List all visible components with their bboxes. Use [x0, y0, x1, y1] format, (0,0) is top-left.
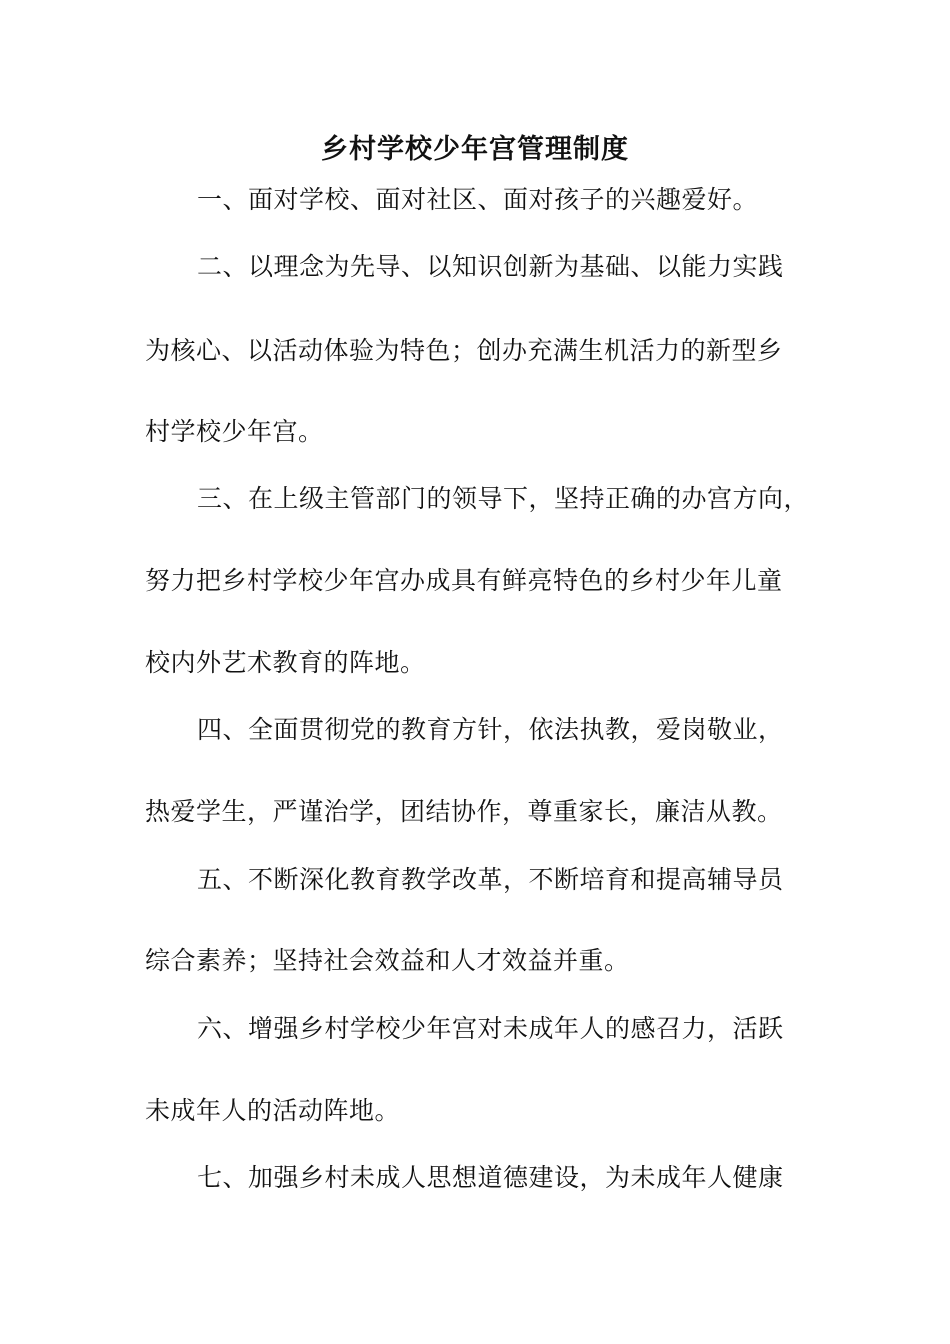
paragraph-line-6: 努力把乡村学校少年宫办成具有鲜亮特色的乡村少年儿童 — [145, 566, 783, 595]
paragraph-line-5: 三、在上级主管部门的领导下，坚持正确的办宫方向， — [197, 484, 810, 513]
paragraph-line-8: 四、全面贯彻党的教育方针，依法执教，爱岗敬业， — [197, 715, 784, 744]
paragraph-line-11: 综合素养；坚持社会效益和人才效益并重。 — [145, 946, 630, 975]
paragraph-line-14: 七、加强乡村未成人思想道德建设，为未成年人健康 — [197, 1163, 784, 1192]
paragraph-line-7: 校内外艺术教育的阵地。 — [145, 648, 426, 677]
paragraph-line-12: 六、增强乡村学校少年宫对未成年人的感召力，活跃 — [197, 1014, 784, 1043]
paragraph-line-9: 热爱学生，严谨治学，团结协作，尊重家长，廉洁从教。 — [145, 797, 783, 826]
paragraph-line-13: 未成年人的活动阵地。 — [145, 1096, 401, 1125]
paragraph-line-3: 为核心、以活动体验为特色；创办充满生机活力的新型乡 — [145, 336, 783, 365]
paragraph-line-2: 二、以理念为先导、以知识创新为基础、以能力实践 — [197, 252, 784, 281]
paragraph-line-4: 村学校少年宫。 — [145, 417, 324, 446]
paragraph-line-10: 五、不断深化教育教学改革，不断培育和提高辅导员 — [197, 865, 784, 894]
document-title: 乡村学校少年宫管理制度 — [321, 134, 629, 165]
paragraph-line-1: 一、面对学校、面对社区、面对孩子的兴趣爱好。 — [197, 185, 759, 214]
